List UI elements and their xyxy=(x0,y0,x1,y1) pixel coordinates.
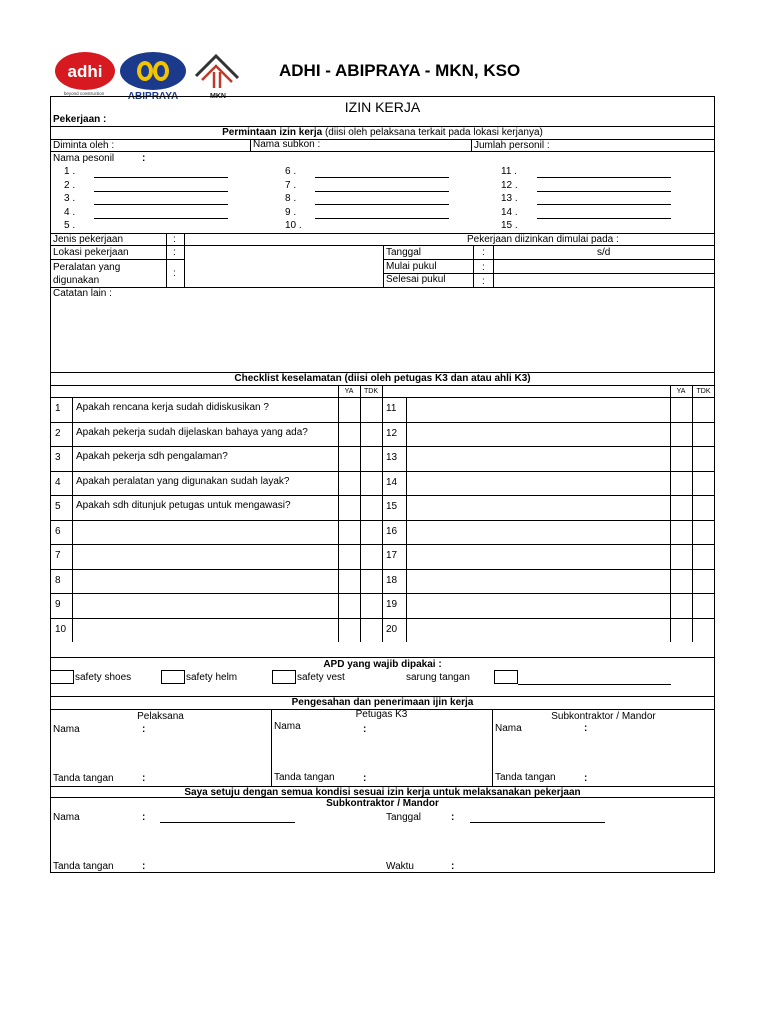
subkon-nama-colon: : xyxy=(584,723,588,734)
personnel-name-line[interactable] xyxy=(537,218,671,219)
checklist-row-divider xyxy=(50,569,715,570)
k3-nama-label: Nama xyxy=(274,721,301,732)
personnel-number: 5 . xyxy=(64,220,76,231)
personnel-name-line[interactable] xyxy=(315,204,449,205)
peralatan-colon: : xyxy=(173,268,176,279)
agreement-tanggal-label: Tanggal xyxy=(386,812,422,823)
agreement-tanggal-colon: : xyxy=(451,812,455,823)
jumlah-personil-label: Jumlah personil : xyxy=(474,140,550,151)
checklist-row-divider xyxy=(50,544,715,545)
checklist-left-number: 8 xyxy=(55,574,61,586)
agreement-ttd-label: Tanda tangan xyxy=(53,861,114,872)
personnel-name-line[interactable] xyxy=(94,177,228,178)
mulai-colon: : xyxy=(482,262,485,273)
diminta-oleh-label: Diminta oleh : xyxy=(53,140,115,151)
agreement-tanggal-line xyxy=(470,822,605,823)
personnel-number: 11 . xyxy=(501,166,517,177)
k3-nama-colon: : xyxy=(363,724,367,735)
tanggal-label: Tanggal xyxy=(386,247,422,258)
agreement-nama-label: Nama xyxy=(53,812,80,823)
personnel-name-line[interactable] xyxy=(315,218,449,219)
checklist-right-number: 12 xyxy=(386,427,398,439)
form-title: IZIN KERJA xyxy=(344,99,421,115)
personnel-number: 14 . xyxy=(501,207,518,218)
checklist-left-number: 6 xyxy=(55,525,61,537)
personnel-name-line[interactable] xyxy=(315,177,449,178)
personnel-number: 10 . xyxy=(285,220,302,231)
permintaan-rest: (diisi oleh pelaksana terkait pada lokasi kerjanya) xyxy=(322,127,543,138)
agreement-waktu-label: Waktu xyxy=(386,861,414,872)
agreement-nama-line xyxy=(160,822,295,823)
checklist-left-number: 4 xyxy=(55,476,61,488)
checklist-left-number: 5 xyxy=(55,501,61,512)
jenis-colon: : xyxy=(173,234,176,245)
personnel-name-line[interactable] xyxy=(537,191,671,192)
checklist-right-number: 13 xyxy=(386,452,398,463)
personnel-number: 1 . xyxy=(64,166,76,177)
personnel-number: 4 . xyxy=(64,207,76,218)
checklist-row-divider xyxy=(50,618,715,619)
catatan-lain-label: Catatan lain : xyxy=(53,288,112,299)
checklist-left-number: 7 xyxy=(55,550,61,561)
checklist-row-divider xyxy=(50,593,715,594)
selesai-colon: : xyxy=(482,276,485,287)
apd-item-label: safety shoes xyxy=(75,672,132,683)
checklist-question: Apakah pekerja sdh pengalaman? xyxy=(76,451,228,462)
adhi-logo-tagline: beyond construction xyxy=(63,91,105,96)
personnel-number: 6 . xyxy=(285,166,297,177)
pelaksana-ttd-colon: : xyxy=(142,773,146,784)
apd-item-label: safety vest xyxy=(297,672,345,683)
checklist-question: Apakah pekerja sudah dijelaskan bahaya yang ada? xyxy=(76,426,308,438)
personnel-name-line[interactable] xyxy=(94,204,228,205)
abipraya-logo-text: ABIPRAYA xyxy=(127,91,179,100)
company-title: ADHI - ABIPRAYA - MKN, KSO xyxy=(279,61,521,80)
pelaksana-nama-label: Nama xyxy=(53,724,80,735)
personnel-number: 8 . xyxy=(285,193,297,204)
personnel-number: 12 . xyxy=(501,180,518,191)
mkn-logo xyxy=(192,50,244,100)
apd-item-label: safety helm xyxy=(186,672,238,683)
agreement-ttd-colon: : xyxy=(142,861,146,872)
personnel-number: 2 . xyxy=(64,180,76,191)
subkon-ttd-label: Tanda tangan xyxy=(495,772,556,783)
personnel-number: 9 . xyxy=(285,207,297,218)
checklist-row-divider xyxy=(50,422,715,423)
agreement-waktu-colon: : xyxy=(451,861,455,872)
k3-ttd-label: Tanda tangan xyxy=(274,772,335,783)
checklist-row-divider xyxy=(50,495,715,496)
apd-other-line[interactable] xyxy=(518,684,671,685)
tanggal-colon: : xyxy=(482,247,485,258)
abipraya-logo xyxy=(118,50,188,100)
checklist-question: Apakah peralatan yang digunakan sudah layak? xyxy=(76,475,290,487)
personnel-name-line[interactable] xyxy=(315,191,449,192)
tdk-header-left: TDK xyxy=(364,388,378,395)
checklist-right-number: 19 xyxy=(386,599,398,610)
personnel-number: 7 . xyxy=(285,180,297,191)
pengesahan-title: Pengesahan dan penerimaan ijin kerja xyxy=(291,697,474,708)
pelaksana-nama-colon: : xyxy=(142,724,146,735)
checklist-left-number: 10 xyxy=(55,623,67,635)
checklist-left-number: 1 xyxy=(55,403,61,414)
personnel-number: 15 . xyxy=(501,220,518,231)
selesai-pukul-label: Selesai pukul xyxy=(386,274,446,285)
checklist-right-number: 18 xyxy=(386,574,398,586)
subkon-heading: Subkontraktor / Mandor xyxy=(551,711,656,722)
adhi-logo xyxy=(52,50,116,96)
tdk-header-right: TDK xyxy=(696,388,711,395)
pekerjaan-label: Pekerjaan : xyxy=(53,114,107,125)
personnel-name-line[interactable] xyxy=(537,204,671,205)
subkon-ttd-colon: : xyxy=(584,773,588,784)
checklist-title: Checklist keselamatan (diisi oleh petugas K3 dan atau ahli K3) xyxy=(234,373,531,384)
checklist-right-number: 14 xyxy=(386,476,398,488)
apd-checkbox[interactable] xyxy=(494,670,518,684)
nama-pesonil-label: Nama pesonil xyxy=(53,153,115,164)
apd-item-label: sarung tangan xyxy=(406,672,470,683)
agreement-nama-colon: : xyxy=(142,812,146,823)
lokasi-colon: : xyxy=(173,247,176,258)
sd-label: s/d xyxy=(597,247,611,258)
mkn-logo-text: MKN xyxy=(210,93,226,100)
checklist-right-number: 16 xyxy=(386,525,398,537)
ya-header-left: YA xyxy=(344,388,354,395)
nama-subkon-label: Nama subkon : xyxy=(253,139,321,150)
personnel-number: 13 . xyxy=(501,193,518,204)
checklist-row-divider xyxy=(50,446,715,447)
agreement-subtitle: Subkontraktor / Mandor xyxy=(326,798,439,809)
mulai-pukul-label: Mulai pukul xyxy=(386,261,437,272)
checklist-left-number: 3 xyxy=(55,452,61,463)
lokasi-pekerjaan-label: Lokasi pekerjaan xyxy=(53,247,129,258)
apd-checkbox[interactable] xyxy=(272,670,296,684)
pelaksana-heading: Pelaksana xyxy=(137,711,184,722)
petugas-k3-heading: Petugas K3 xyxy=(355,709,408,720)
permintaan-heading xyxy=(50,127,715,139)
checklist-left-number: 9 xyxy=(55,599,61,610)
peralatan-label-2: digunakan xyxy=(53,275,100,286)
ya-header-right: YA xyxy=(676,388,686,395)
adhi-logo-text: adhi xyxy=(67,62,103,81)
nama-pesonil-colon: : xyxy=(142,153,146,164)
personnel-name-line[interactable] xyxy=(94,191,228,192)
checklist-row-divider xyxy=(50,520,715,521)
k3-ttd-colon: : xyxy=(363,773,367,784)
apd-checkbox[interactable] xyxy=(161,670,185,684)
agreement-text: Saya setuju dengan semua kondisi sesuai izin kerja untuk melaksanakan pekerjaan xyxy=(184,787,581,798)
checklist-right-number: 20 xyxy=(386,623,398,635)
dimulai-pada-label: Pekerjaan diizinkan dimulai pada : xyxy=(467,234,619,245)
checklist-right-number: 11 xyxy=(386,403,397,414)
pelaksana-ttd-label: Tanda tangan xyxy=(53,773,114,784)
subkon-nama-label: Nama xyxy=(495,723,522,734)
personnel-name-line[interactable] xyxy=(537,177,671,178)
checklist-row-divider xyxy=(50,471,715,472)
checklist-left-number: 2 xyxy=(55,427,61,439)
apd-checkbox[interactable] xyxy=(50,670,74,684)
jenis-pekerjaan-label: Jenis pekerjaan xyxy=(53,234,124,245)
checklist-right-number: 15 xyxy=(386,501,398,512)
personnel-name-line[interactable] xyxy=(94,218,228,219)
checklist-right-number: 17 xyxy=(386,550,398,561)
permintaan-bold: Permintaan izin kerja xyxy=(222,127,323,138)
checklist-question: Apakah sdh ditunjuk petugas untuk mengawasi? xyxy=(76,500,291,511)
personnel-number: 3 . xyxy=(64,193,76,204)
apd-title: APD yang wajib dipakai : xyxy=(323,659,442,670)
peralatan-label-1: Peralatan yang xyxy=(53,262,121,273)
checklist-question: Apakah rencana kerja sudah didiskusikan ? xyxy=(76,402,269,413)
